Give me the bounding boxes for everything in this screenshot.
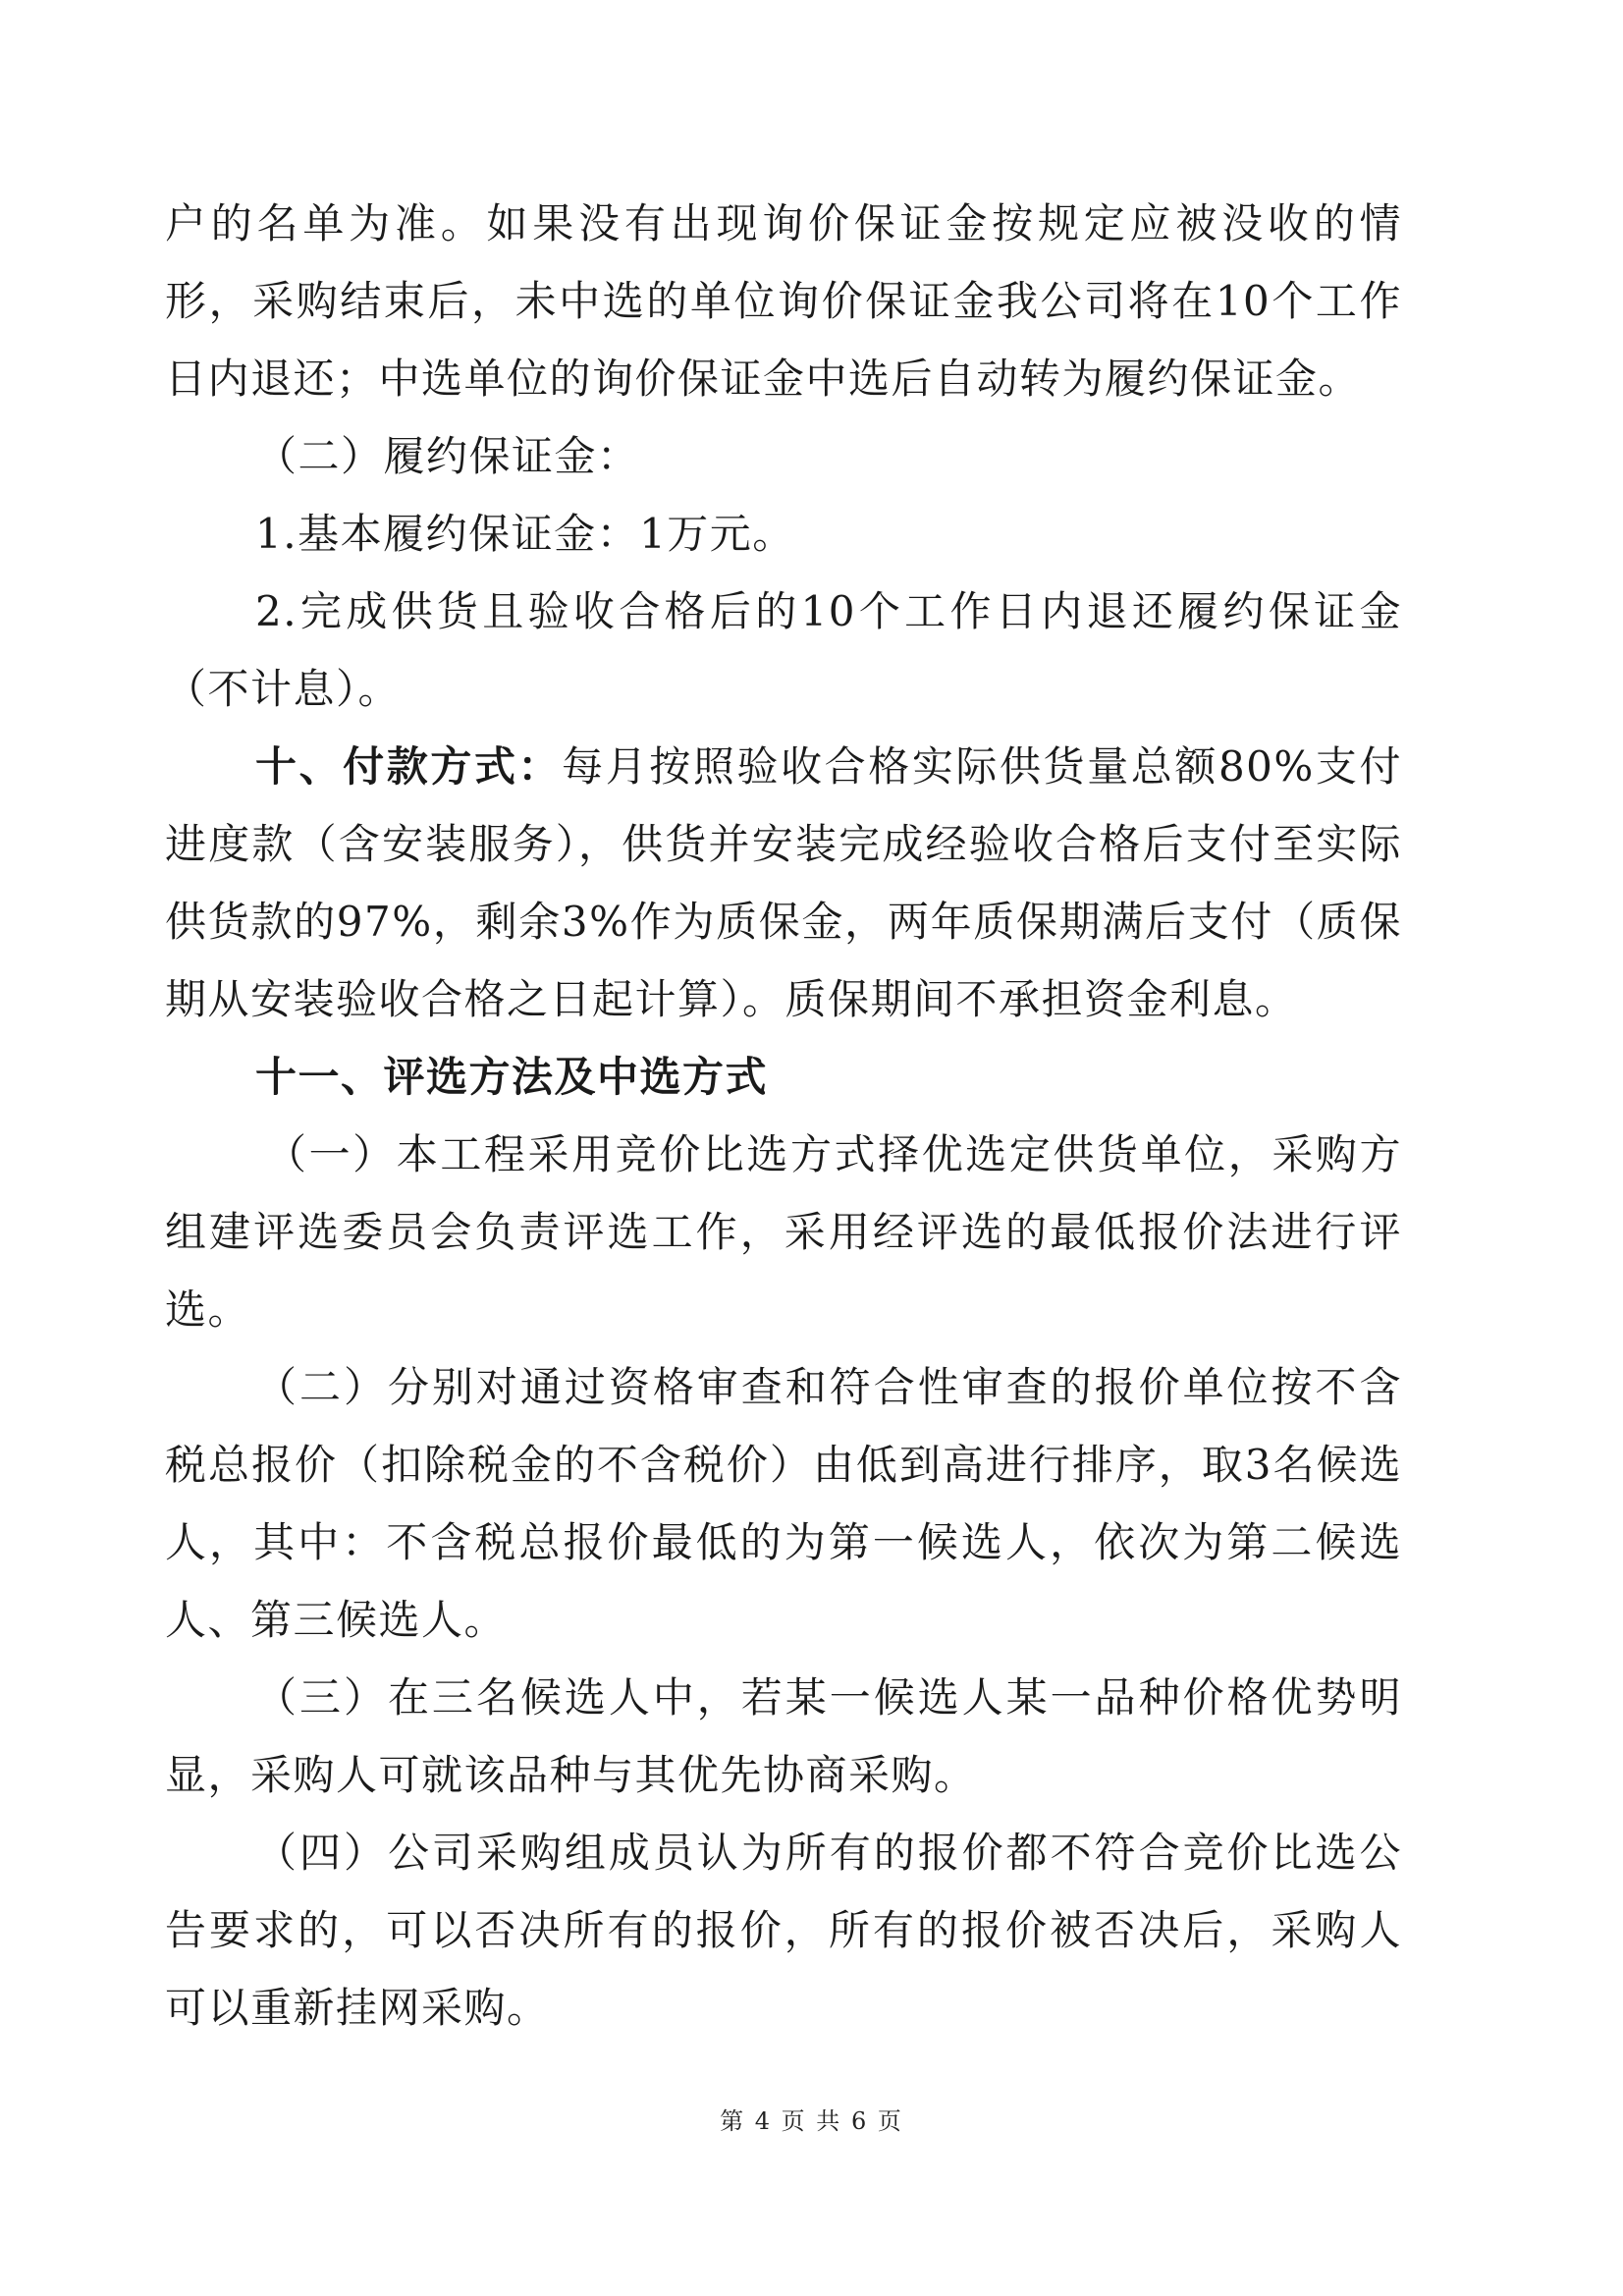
payment-heading: 十、付款方式：: [255, 742, 563, 791]
payment-text: 每月按照验收合格实际供货量总额80%支付进度款（含安装服务），供货并安装完成经验收合格后支付至实际供货款的97%，剩余3%作为质保金，两年质保期满后支付（质保期从安装验收合格之日起计算）。质保期间不承担资金利息。: [165, 742, 1402, 1023]
section-heading-evaluation: 十一、评选方法及中选方式: [255, 1053, 769, 1101]
paragraph-bond-refund: 2.完成供货且验收合格后的10个工作日内退还履约保证金（不计息）。: [165, 587, 1402, 713]
paragraph-performance-bond-heading: （二）履约保证金：: [255, 432, 640, 480]
paragraph-payment: [165, 728, 1402, 1038]
paragraph-evaluation-1: （一）本工程采用竞价比选方式择优选定供货单位，采购方组建评选委员会负责评选工作，采用经评选的最低报价法进行评选。: [165, 1130, 1402, 1334]
paragraph-deposit-refund: 户的名单为准。如果没有出现询价保证金按规定应被没收的情形，采购结束后，未中选的单位询价保证金我公司将在10个工作日内退还；中选单位的询价保证金中选后自动转为履约保证金。: [165, 199, 1402, 403]
paragraph-basic-bond: 1.基本履约保证金：1万元。: [255, 510, 795, 558]
paragraph-evaluation-2: （二）分别对通过资格审查和符合性审查的报价单位按不含税总报价（扣除税金的不含税价）由低到高进行排序，取3名候选人，其中：不含税总报价最低的为第一候选人，依次为第二候选人、第三候选人。: [165, 1363, 1402, 1644]
page-number-footer: 第 4 页 共 6 页: [720, 2107, 903, 2135]
paragraph-evaluation-3: （三）在三名候选人中，若某一候选人某一品种价格优势明显，采购人可就该品种与其优先协商采购。: [165, 1673, 1402, 1799]
paragraph-evaluation-4: （四）公司采购组成员认为所有的报价都不符合竞价比选公告要求的，可以否决所有的报价，所有的报价被否决后，采购人可以重新挂网采购。: [165, 1829, 1402, 2032]
document-body: [165, 185, 1402, 2047]
